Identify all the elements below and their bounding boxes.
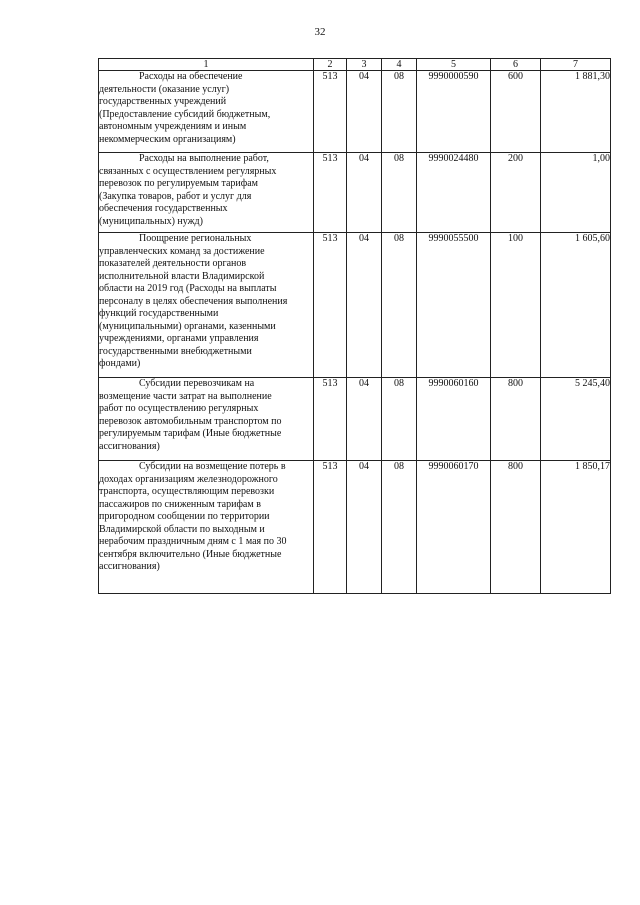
description-line: показателей деятельности органов [99,258,247,269]
section-code: 04 [347,378,382,461]
description-line: некоммерческим организациям) [99,133,236,145]
row-description [99,461,314,594]
description-line: регулируемым тарифам (Иные бюджетные [99,428,282,439]
description-line: работ по осуществлению регулярных [99,403,259,414]
expense-type-code: 200 [491,153,541,233]
description-line: автономным учреждениям и иным [99,121,247,132]
header-col-2: 2 [314,59,347,71]
ministry-code: 513 [314,233,347,378]
section-code: 04 [347,71,382,153]
description-line: сентября включительно (Иные бюджетные [99,548,282,560]
description-line: перевозок автомобильным транспортом по [99,415,282,427]
ministry-code: 513 [314,153,347,233]
description-line: (муниципальных) нужд) [99,215,203,227]
row-description [99,233,314,378]
description-line: (Закупка товаров, работ и услуг для [99,190,252,202]
description-line: Расходы на обеспечение [139,71,243,82]
amount: 5 245,40 [541,378,611,461]
description-line: государственных учреждений [99,96,227,107]
amount: 1 850,17 [541,461,611,594]
description-line: нерабочим праздничным дням с 1 мая по 30 [99,536,287,547]
amount: 1 605,60 [541,233,611,378]
description-line: ассигнования) [99,440,160,452]
description-line: государственными внебюджетными [99,345,252,357]
table-row [99,378,611,461]
description-line: пассажиров по сниженным тарифам в [99,498,261,510]
subsection-code: 08 [382,153,417,233]
row-description [99,153,314,233]
description-line: (Предоставление субсидий бюджетным, [99,108,271,120]
description-line: функций государственными [99,308,219,319]
description-line: транспорта, осуществляющим перевозки [99,486,275,497]
amount: 1 881,30 [541,71,611,153]
header-col-6: 6 [491,59,541,71]
expense-type-code: 800 [491,461,541,594]
row-description [99,378,314,461]
description-line: перевозок по регулируемым тарифам [99,178,259,189]
subsection-code: 08 [382,71,417,153]
description-line: пригородном сообщении по территории [99,511,270,522]
description-line: управленческих команд за достижение [99,245,265,257]
table-row [99,153,611,233]
description-line: связанных с осуществлением регулярных [99,165,277,177]
description-line: обеспечения государственных [99,203,228,214]
target-article-code: 9990000590 [417,71,491,153]
header-col-3: 3 [347,59,382,71]
ministry-code: 513 [314,461,347,594]
table-row [99,233,611,378]
description-line: деятельности (оказание услуг) [99,83,230,95]
description-line: Расходы на выполнение работ, [139,153,269,164]
budget-table [98,58,611,594]
description-line: Субсидии на возмещение потерь в [139,461,286,472]
row-description [99,71,314,153]
target-article-code: 9990060160 [417,378,491,461]
description-line: фондами) [99,358,141,369]
description-line: ассигнования) [99,561,160,572]
section-code: 04 [347,153,382,233]
description-line: доходах организациям железнодорожного [99,473,278,485]
target-article-code: 9990024480 [417,153,491,233]
amount: 1,00 [541,153,611,233]
header-col-4: 4 [382,59,417,71]
description-line: Субсидии перевозчикам на [139,378,255,389]
header-row [99,59,611,71]
header-col-1: 1 [99,59,314,71]
description-line: (муниципальными) органами, казенными [99,320,276,332]
header-col-7: 7 [541,59,611,71]
description-line: возмещение части затрат на выполнение [99,390,272,402]
section-code: 04 [347,233,382,378]
description-line: Владимирской области по выходным и [99,523,265,535]
table-row [99,461,611,594]
ministry-code: 513 [314,71,347,153]
subsection-code: 08 [382,233,417,378]
description-line: Поощрение региональных [139,233,252,244]
subsection-code: 08 [382,378,417,461]
expense-type-code: 800 [491,378,541,461]
target-article-code: 9990060170 [417,461,491,594]
ministry-code: 513 [314,378,347,461]
expense-type-code: 600 [491,71,541,153]
description-line: исполнительной власти Владимирской [99,270,265,282]
expense-type-code: 100 [491,233,541,378]
description-line: учреждениями, органами управления [99,333,259,344]
description-line: персоналу в целях обеспечения выполнения [99,295,288,307]
description-line: области на 2019 год (Расходы на выплаты [99,283,277,294]
header-col-5: 5 [417,59,491,71]
page-number: 32 [314,26,326,38]
target-article-code: 9990055500 [417,233,491,378]
section-code: 04 [347,461,382,594]
subsection-code: 08 [382,461,417,594]
table-row [99,71,611,153]
